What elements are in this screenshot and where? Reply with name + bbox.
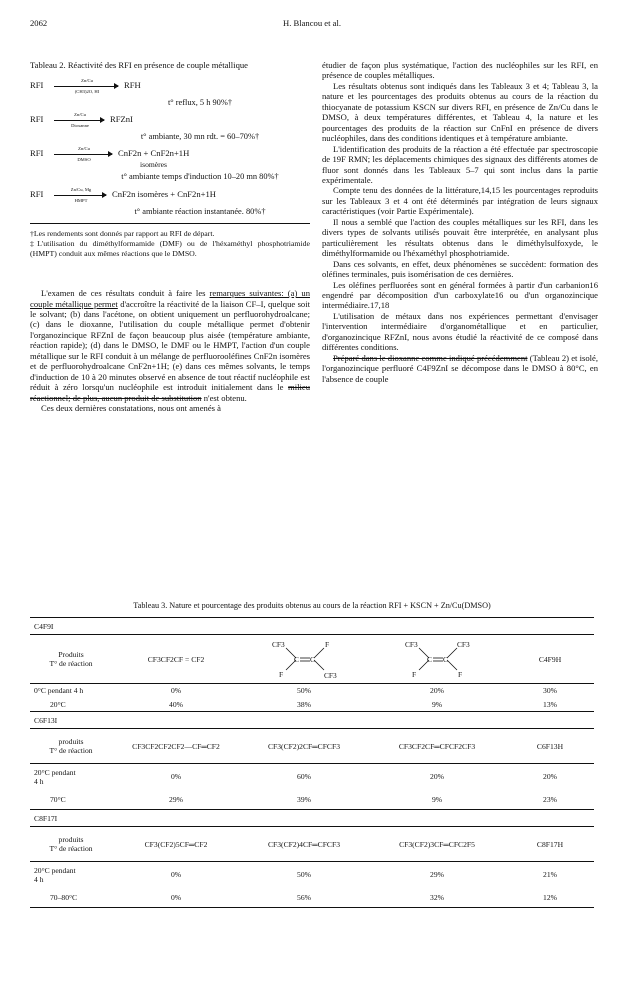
product: RFZnI	[110, 113, 133, 124]
right-paragraph-4: Compte tenu des données de la littérature,14,15 les pourcentages reproduits sur les Tableaux 3 et 4 ont été déterminés par intégration de leurs signaux caractéristiques (voir Partie Expérimentale).	[322, 185, 598, 217]
header-row	[30, 729, 594, 764]
table-cell: 0%	[170, 686, 182, 696]
reactant: RFI	[30, 79, 44, 90]
row-label: 0°C pendant 4 h	[34, 686, 84, 696]
svg-text:CF3: CF3	[324, 671, 337, 680]
reaction-3-conditions: t° ambiante temps d'induction 10–20 mn 80%†	[121, 172, 279, 182]
table-cell: 38%	[240, 698, 368, 712]
section-title-row	[30, 618, 594, 635]
table-row	[30, 888, 594, 908]
right-paragraph-7: Les oléfines perfluorées sont en général formées à partir d'un carbanion16 engendré par décomposition d'un carboxylate16 ou d'un organozincique intermédiaire.17,18	[322, 279, 598, 311]
right-paragraph-1: étudier de façon plus systématique, l'action des nucléophiles sur les RFI, en présence de couples métalliques.	[322, 60, 598, 81]
svg-text:C: C	[294, 655, 299, 664]
page-header	[30, 18, 594, 32]
section-title-row	[30, 712, 594, 729]
table-cell: 12%	[506, 888, 594, 908]
product-header: CF3(CF2)4CF═CFCF3	[240, 827, 368, 862]
reagent-above: Zn/Cu	[74, 111, 86, 117]
row-label: 20°C pendant 4 h	[34, 865, 76, 884]
product-header: CF3CF2CF = CF2	[112, 635, 240, 684]
reactant: RFI	[30, 148, 44, 159]
row-label: 70°C	[30, 790, 112, 810]
right-paragraph-3: L'identification des produits de la réaction a été effectuée par spectroscopie de 19F RMN; les déplacements chimiques des signaux des différents atomes de fluor sont donnés dans les Tableaux 5–7 qui sont inclus dans la partie expérimentale.	[322, 143, 598, 185]
table-row	[30, 764, 594, 790]
svg-text:F: F	[279, 670, 284, 679]
right-paragraph-8: L'utilisation de métaux dans nos expériences permettant d'envisager l'intervention intermédiaire d'organométallique et en particulier, d'organozincique RFZnI, nous avons étudié la réactivité de ce composé dans différentes conditions.	[322, 310, 598, 353]
svg-text:CF3: CF3	[272, 640, 285, 649]
table2-caption: Tableau 2. Réactivité des RFI en présence de couple métallique	[30, 60, 248, 70]
solvent-below: DMSO	[77, 157, 91, 163]
row-label: 20°C	[30, 698, 112, 712]
product-header: CF3(CF2)3CF═CFC2F5	[368, 827, 506, 862]
reactant: RFI	[30, 188, 44, 199]
table-cell: 20%	[430, 772, 444, 782]
reaction-4	[30, 186, 310, 211]
table-row	[30, 684, 594, 698]
svg-text:F: F	[325, 640, 330, 649]
reactant: RFI	[30, 113, 44, 124]
left-paragraph-2: Ces deux dernières constatations, nous ont amenés à	[41, 403, 221, 414]
table-cell: 29%	[112, 790, 240, 810]
product-header: C8F17H	[506, 827, 594, 862]
header-label: Produits T° de réaction	[49, 650, 93, 668]
running-head: H. Blancou et al.	[283, 18, 341, 28]
product-header: C6F13H	[506, 729, 594, 764]
reagent-above: Zn/Cu	[78, 146, 90, 152]
reaction-arrow	[54, 195, 106, 196]
right-paragraph-9	[322, 353, 598, 384]
product-header-structure-2	[368, 635, 506, 684]
footnote-1: †Les rendements sont donnés par rapport au RFI de départ.	[30, 229, 215, 239]
footnote-2: ‡L'utilisation du diméthylformamide (DMF) ou de l'héxaméthyl phosphotriamide (HMPT) conduit aux mêmes réactions que le DMSO.	[30, 238, 310, 258]
section-title-row	[30, 810, 594, 827]
text-run: d'accroître la réactivité de la liaison CF–I, quelque soit le solvant; (b) dans l'acétone, on obtient uniquement un perfluorohydroalcane; (c) dans le dioxanne, l'utilisation du couple métallique permet d'obtenir l'organozincique RFZnI de façon beaucoup plus aisée (température ambiante, réaction rapide); (d) dans le DMSO, le DMF ou le HMPT, l'action d'un couple métallique sur le RFI conduit à un mélange de perfluorooléfines CnF2n isomères et de perfluorohydroalcane CnF2n+1H; (e) dans ces mêmes solvants, le temps d'induction de 10 à 20 minutes observé en absence de tout réactif nucléophile est réduit à zéro lorsqu'un nucléophile est introduit initialement dans le	[30, 298, 310, 393]
row-label: 70–80°C	[30, 888, 112, 908]
reaction-1-conditions: t° reflux, 5 h 90%†	[167, 97, 233, 107]
svg-text:F: F	[412, 670, 417, 679]
table-cell: 0%	[170, 870, 182, 880]
table-row	[30, 790, 594, 810]
table-cell: 30%	[543, 686, 557, 696]
right-column	[322, 60, 598, 384]
struck-text: milieu réactionnel; de plus, aucun produit de substitution	[30, 382, 310, 403]
table-cell: 9%	[368, 790, 506, 810]
solvent-below: (CH3)2O, HI	[74, 88, 100, 94]
text-run: L'examen de ces résultats conduit à faire les	[41, 288, 210, 299]
svg-text:CF3: CF3	[457, 640, 470, 649]
table-cell: 29%	[430, 870, 444, 880]
svg-text:C: C	[427, 655, 432, 664]
table-cell: 50%	[297, 870, 311, 880]
product: CnF2n + CnF2n+1H	[118, 148, 190, 159]
table2-footnotes	[30, 229, 310, 258]
product-header: CF3CF2CF2CF2—CF═CF2	[112, 729, 240, 764]
solvent-below: HMPT	[74, 197, 88, 203]
solvent-below: Dioxanne	[71, 122, 89, 128]
page-number: 2062	[30, 18, 48, 28]
svg-text:F: F	[458, 670, 463, 679]
table-cell: 20%	[543, 772, 557, 782]
reagent-above: Zn/Cu	[81, 77, 93, 83]
reaction-arrow	[54, 120, 104, 121]
table-cell: 50%	[297, 686, 311, 696]
text-run: n'est obtenu.	[201, 392, 247, 403]
table-row	[30, 862, 594, 888]
right-paragraph-2: Les résultats obtenus sont indiqués dans les Tableaux 3 et 4; Tableau 3, la nature et les pourcentages des produits obtenus au cours de la réaction du thiocyanate de potassium KSCN sur divers RFI, en présence de Zn/Cu dans le DMSO, à deux températures différentes, et Tableau 4, la nature et les pourcentages des produits de la réaction sur CnFnI en présence de divers nucléophiles, dans des conditions identiques et à température ambiante.	[322, 80, 598, 144]
reaction-3	[30, 148, 310, 170]
text-run: (Tableau 2) et isolé, l'organozincique perfluoré C4F9ZnI se décompose dans le DMSO à 80°C, en l'absence de couple	[322, 352, 598, 384]
table-cell: 60%	[297, 772, 311, 782]
section-title: C6F13I	[30, 712, 594, 729]
reaction-2-conditions: t° ambiante, 30 mn rdt. = 60–70%†	[140, 131, 260, 141]
right-paragraph-5: Il nous a semblé que l'action des couples métalliques sur les RFI, dans les divers types de solvants utilisés pouvait être interprétée, en analysant plus particulièrement les résultats obtenus dans le diméthylsulfoxyde, le diméthylformamide ou l'héxaméthyl phosphotriamide.	[322, 216, 598, 259]
product-header: CF3CF2CF═CFCF2CF3	[368, 729, 506, 764]
row-label: 20°C pendant 4 h	[34, 767, 76, 786]
reaction-arrow	[54, 154, 112, 155]
table-cell: 32%	[368, 888, 506, 908]
table-cell: 40%	[112, 698, 240, 712]
table-cell: 9%	[368, 698, 506, 712]
reagent-above: Zn/Cu, Mg	[70, 186, 92, 192]
table-cell: 39%	[240, 790, 368, 810]
section-title: C8F17I	[30, 810, 594, 827]
svg-text:C: C	[310, 655, 315, 664]
table-cell: 0%	[170, 772, 182, 782]
header-label: produits T° de réaction	[49, 737, 93, 755]
header-row	[30, 827, 594, 862]
header-label: produits T° de réaction	[49, 835, 93, 853]
table-cell: 21%	[543, 870, 557, 880]
left-paragraph-1	[30, 288, 310, 403]
table2-rule	[30, 223, 310, 224]
table-cell: 20%	[430, 686, 444, 696]
product-note: isomères	[140, 160, 167, 170]
right-paragraph-6: Dans ces solvants, en effet, deux phénomènes se succèdent: formation des oléfines terminales, puis isomérisation de ces dernières.	[322, 258, 598, 280]
product-header: CF3(CF2)5CF═CF2	[112, 827, 240, 862]
reaction-2	[30, 111, 310, 136]
table-cell: 0%	[112, 888, 240, 908]
product-header: CF3(CF2)2CF═CFCF3	[240, 729, 368, 764]
table-cell: 56%	[240, 888, 368, 908]
left-column	[30, 60, 310, 414]
product-header-structure-1	[240, 635, 368, 684]
table-cell: 23%	[506, 790, 594, 810]
product-header: C4F9H	[506, 635, 594, 684]
section-title: C4F9I	[30, 618, 594, 635]
reaction-1	[30, 77, 310, 102]
svg-text:C: C	[443, 655, 448, 664]
svg-text:CF3: CF3	[405, 640, 418, 649]
table3	[30, 617, 594, 908]
table2-reactions	[30, 77, 310, 218]
table3-caption: Tableau 3. Nature et pourcentage des produits obtenus au cours de la réaction RFI + KSCN + Zn/Cu(DMSO)	[133, 601, 491, 610]
header-row	[30, 635, 594, 684]
reaction-4-conditions: t° ambiante réaction instantanée. 80%†	[134, 206, 266, 216]
struck-text: Préparé dans le dioxanne comme indiqué précédemment	[333, 352, 528, 363]
table-cell: 13%	[506, 698, 594, 712]
reaction-arrow	[54, 86, 118, 87]
table-row	[30, 698, 594, 712]
product: RFH	[124, 79, 141, 90]
product: CnF2n isomères + CnF2n+1H	[112, 188, 216, 199]
underlined-text: remarques suivantes: (a) un couple métallique permet	[30, 288, 310, 309]
